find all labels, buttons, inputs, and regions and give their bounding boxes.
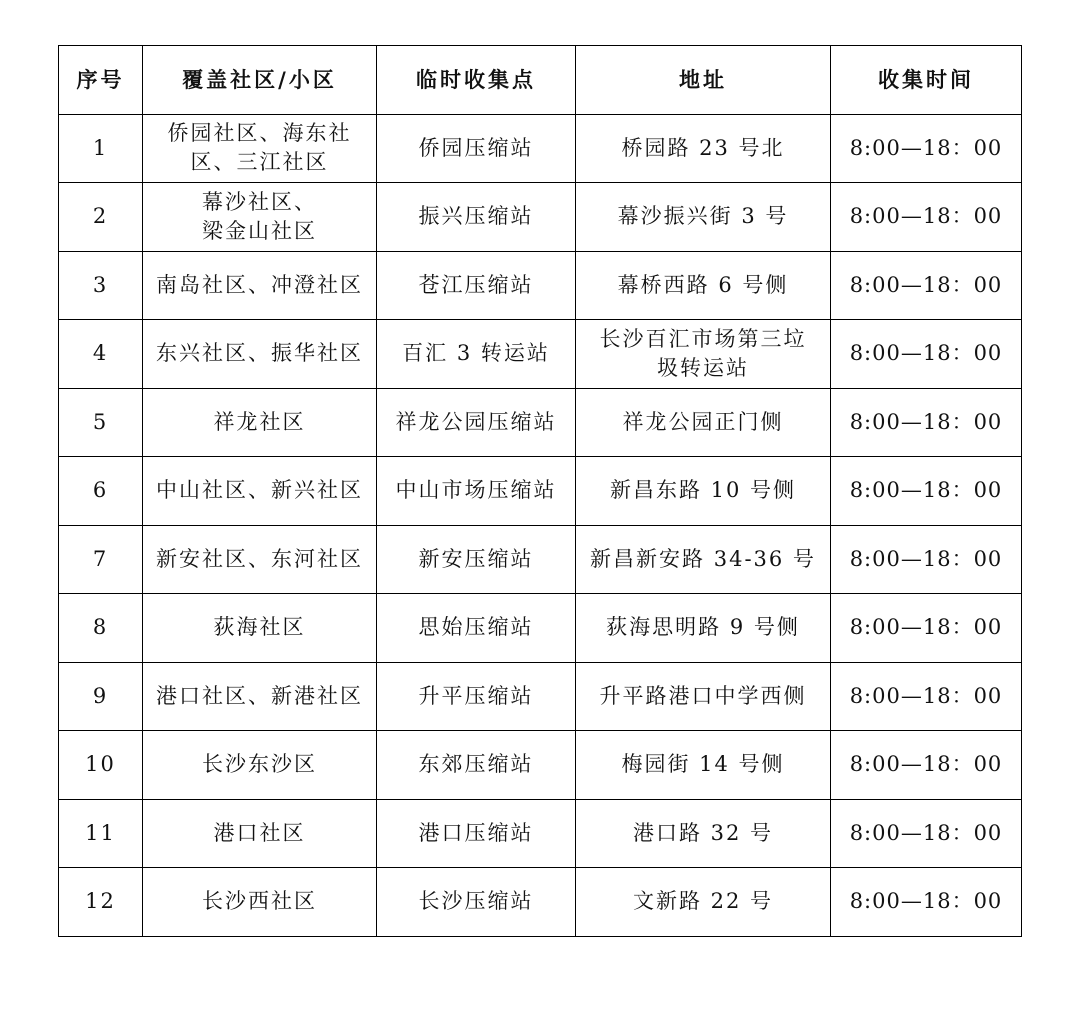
table-row (59, 662, 1022, 731)
table-header-row (59, 46, 1022, 115)
cell-address: 升平路港口中学西侧 (576, 662, 831, 731)
cell-collection-point: 祥龙公园压缩站 (377, 388, 576, 457)
cell-address: 文新路 22 号 (576, 868, 831, 937)
header-address: 地址 (576, 46, 831, 115)
cell-index: 11 (59, 799, 143, 868)
cell-index: 7 (59, 525, 143, 594)
table-row (59, 388, 1022, 457)
collection-point-table (58, 45, 1022, 937)
cell-time: 8:00—18：00 (831, 662, 1022, 731)
cell-collection-point: 长沙压缩站 (377, 868, 576, 937)
cell-address: 幕桥西路 6 号侧 (576, 251, 831, 320)
table-row (59, 525, 1022, 594)
cell-index: 3 (59, 251, 143, 320)
cell-community: 祥龙社区 (143, 388, 377, 457)
cell-time: 8:00—18：00 (831, 251, 1022, 320)
table-row (59, 594, 1022, 663)
cell-collection-point: 中山市场压缩站 (377, 457, 576, 526)
table-row (59, 457, 1022, 526)
cell-index: 9 (59, 662, 143, 731)
table-row (59, 868, 1022, 937)
cell-collection-point: 侨园压缩站 (377, 114, 576, 183)
cell-collection-point: 东郊压缩站 (377, 731, 576, 800)
cell-time: 8:00—18：00 (831, 731, 1022, 800)
cell-address: 新昌新安路 34-36 号 (576, 525, 831, 594)
cell-time: 8:00—18：00 (831, 525, 1022, 594)
cell-time: 8:00—18：00 (831, 868, 1022, 937)
cell-index: 12 (59, 868, 143, 937)
cell-time: 8:00—18：00 (831, 114, 1022, 183)
cell-index: 4 (59, 320, 143, 389)
cell-community: 南岛社区、冲澄社区 (143, 251, 377, 320)
cell-index: 5 (59, 388, 143, 457)
table-row (59, 731, 1022, 800)
cell-index: 10 (59, 731, 143, 800)
header-collection-point: 临时收集点 (377, 46, 576, 115)
table-row (59, 114, 1022, 183)
cell-community: 幕沙社区、 梁金山社区 (143, 183, 377, 252)
table-row (59, 799, 1022, 868)
table-row (59, 251, 1022, 320)
cell-address: 港口路 32 号 (576, 799, 831, 868)
table-body (59, 114, 1022, 936)
header-collection-time: 收集时间 (831, 46, 1022, 115)
cell-community: 港口社区 (143, 799, 377, 868)
cell-community: 新安社区、东河社区 (143, 525, 377, 594)
table-row (59, 183, 1022, 252)
cell-index: 8 (59, 594, 143, 663)
cell-time: 8:00—18：00 (831, 457, 1022, 526)
cell-community: 长沙东沙区 (143, 731, 377, 800)
cell-collection-point: 港口压缩站 (377, 799, 576, 868)
cell-address: 荻海思明路 9 号侧 (576, 594, 831, 663)
cell-time: 8:00—18：00 (831, 799, 1022, 868)
cell-address: 新昌东路 10 号侧 (576, 457, 831, 526)
header-index: 序号 (59, 46, 143, 115)
cell-address: 幕沙振兴街 3 号 (576, 183, 831, 252)
cell-collection-point: 升平压缩站 (377, 662, 576, 731)
cell-collection-point: 苍江压缩站 (377, 251, 576, 320)
cell-index: 6 (59, 457, 143, 526)
header-coverage-community: 覆盖社区/小区 (143, 46, 377, 115)
cell-community: 港口社区、新港社区 (143, 662, 377, 731)
cell-collection-point: 新安压缩站 (377, 525, 576, 594)
cell-collection-point: 振兴压缩站 (377, 183, 576, 252)
table-row (59, 320, 1022, 389)
cell-time: 8:00—18：00 (831, 320, 1022, 389)
cell-address: 桥园路 23 号北 (576, 114, 831, 183)
cell-address: 祥龙公园正门侧 (576, 388, 831, 457)
cell-community: 长沙西社区 (143, 868, 377, 937)
cell-time: 8:00—18：00 (831, 388, 1022, 457)
cell-index: 2 (59, 183, 143, 252)
cell-address: 梅园街 14 号侧 (576, 731, 831, 800)
cell-community: 侨园社区、海东社 区、三江社区 (143, 114, 377, 183)
cell-collection-point: 百汇 3 转运站 (377, 320, 576, 389)
cell-community: 荻海社区 (143, 594, 377, 663)
cell-community: 东兴社区、振华社区 (143, 320, 377, 389)
cell-community: 中山社区、新兴社区 (143, 457, 377, 526)
cell-address: 长沙百汇市场第三垃 圾转运站 (576, 320, 831, 389)
cell-time: 8:00—18：00 (831, 183, 1022, 252)
cell-index: 1 (59, 114, 143, 183)
cell-time: 8:00—18：00 (831, 594, 1022, 663)
cell-collection-point: 思始压缩站 (377, 594, 576, 663)
